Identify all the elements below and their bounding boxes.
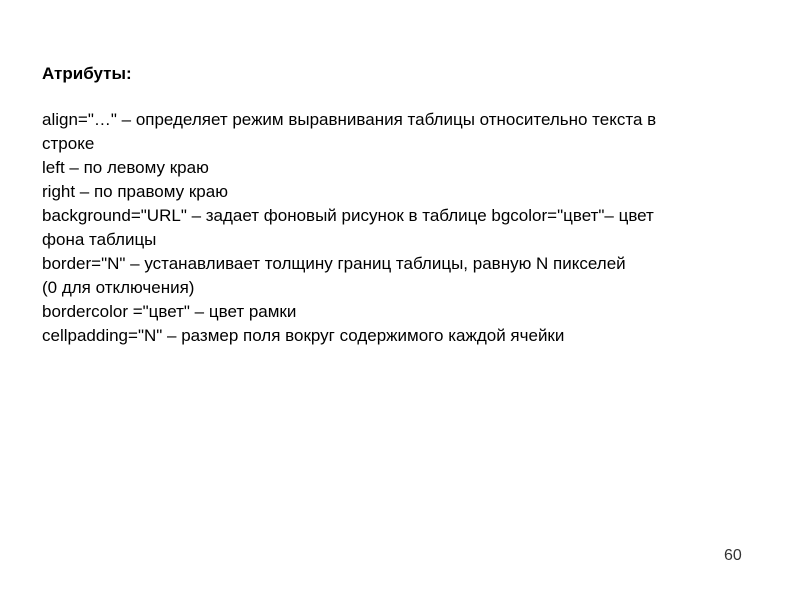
text-line-align: align="…" – определяет режим выравнивания таблицы относительно текста в (42, 110, 657, 129)
text-line-left: left – по левому краю (42, 158, 209, 177)
text-line-right: right – по правому краю (42, 182, 228, 201)
attribute-list (42, 108, 782, 348)
text-line-background: background="URL" – задает фоновый рисунок в таблице bgcolor="цвет"– цвет (42, 206, 654, 225)
slide-heading: Атрибуты: (42, 64, 132, 83)
text-line-border-continued: (0 для отключения) (42, 278, 195, 297)
text-line-bordercolor: bordercolor ="цвет" – цвет рамки (42, 302, 297, 321)
text-line-cellpadding: cellpadding="N" – размер поля вокруг содержимого каждой ячейки (42, 326, 565, 345)
text-line-border: border="N" – устанавливает толщину границ таблицы, равную N пикселей (42, 254, 626, 273)
text-line-background-continued: фона таблицы (42, 230, 157, 249)
text-line-align-continued: строке (42, 134, 95, 153)
page-number: 60 (724, 547, 742, 564)
